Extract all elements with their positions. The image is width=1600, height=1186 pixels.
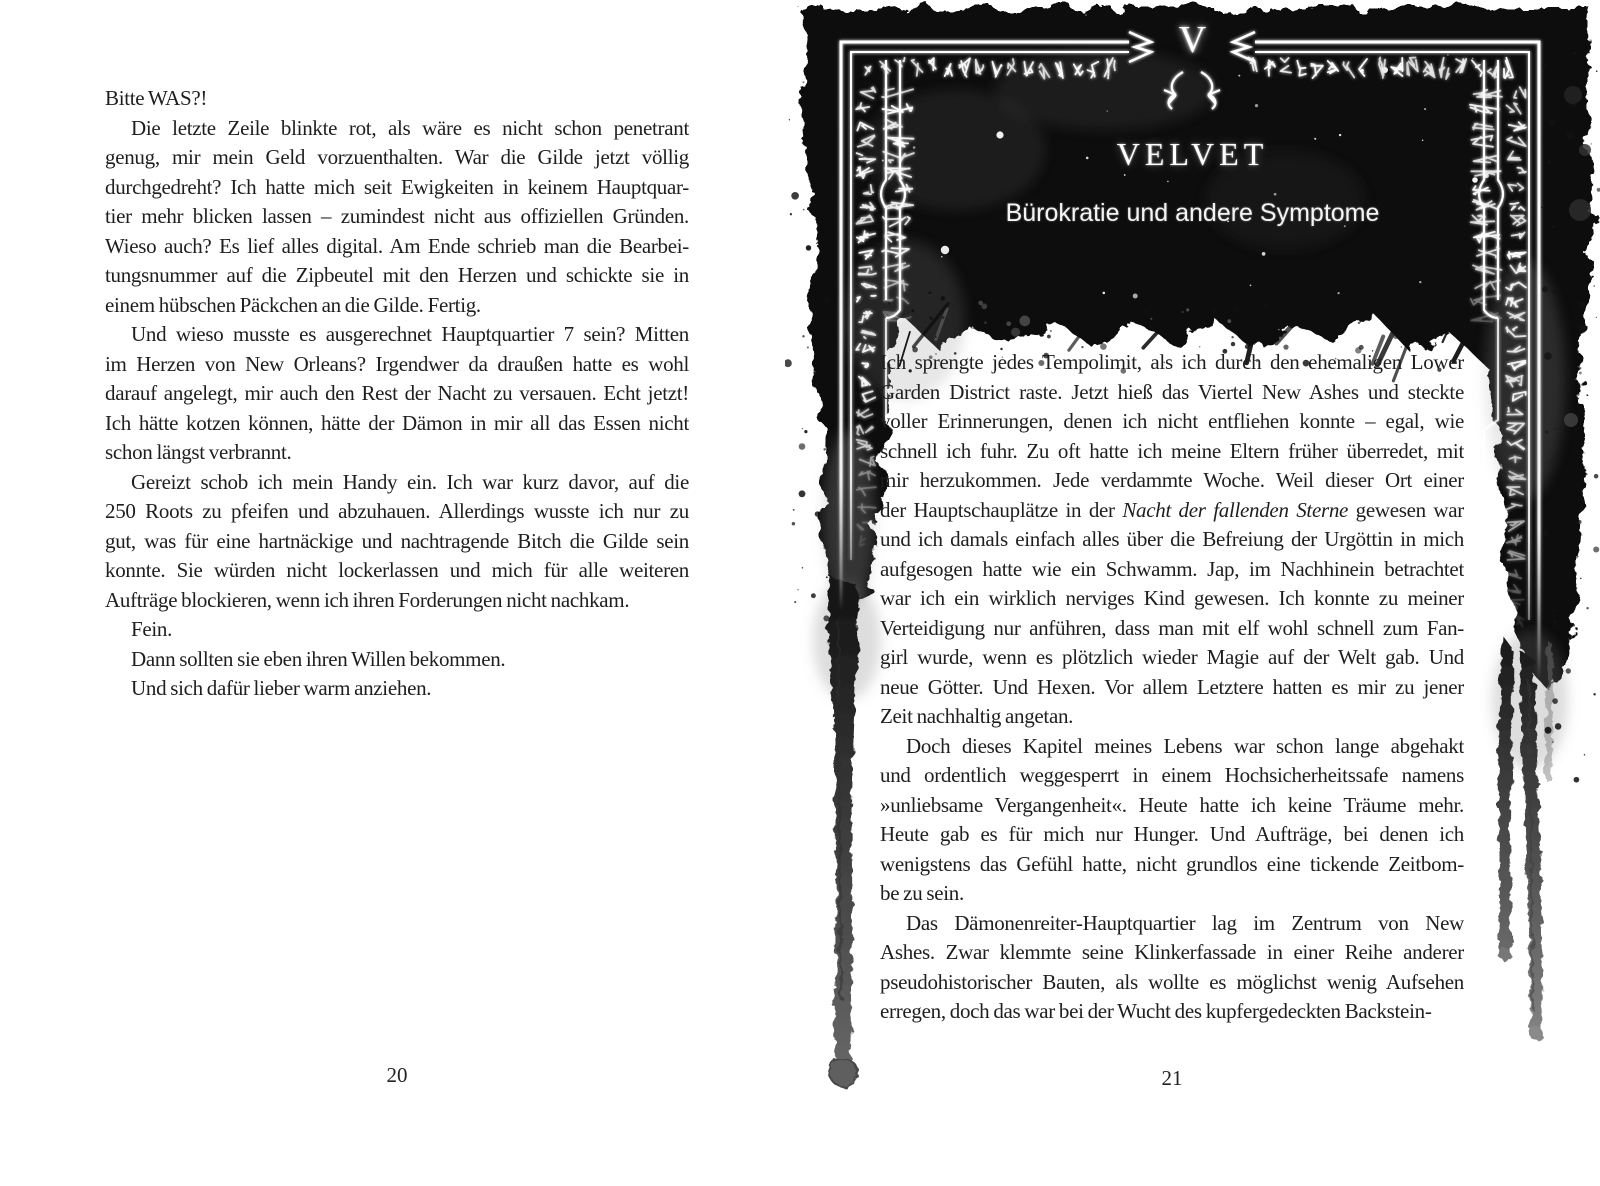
paragraph: [880, 909, 1464, 1027]
paragraph: [105, 320, 689, 468]
text-line: Dann sollten sie eben ihren Willen bekommen.: [131, 646, 506, 671]
paragraph: [105, 84, 689, 114]
text-line: Und sich dafür lieber warm anziehen.: [131, 676, 432, 700]
text-line: neue Götter. Und Hexen. Vor allem Letztere hatten es mir zu jener: [880, 674, 1464, 699]
text-line: Fein.: [131, 617, 173, 641]
text-line: Doch dieses Kapitel meines Lebens war schon lange abgehakt: [906, 733, 1464, 758]
right-page-text: [880, 348, 1464, 1027]
text-line: »unliebsame Vergangenheit«. Heute hatte ich keine Träume mehr.: [880, 792, 1464, 817]
paragraph: [105, 114, 689, 321]
text-segment: der Hauptschauplätze in der: [880, 497, 1123, 522]
text-line: Wieso auch? Es lief alles digital. Am Ende schrieb man die Bearbei-: [105, 233, 689, 258]
text-line: war ich ein wirklich nerviges Kind gewesen. Ich konnte zu meiner: [880, 586, 1464, 610]
text-line: Ich sprengte jedes Tempolimit, als ich durch den ehemaligen Lower: [880, 350, 1464, 374]
chapter-title: VELVET: [1116, 136, 1269, 172]
right-page: [785, 0, 1600, 1186]
text-line: Verteidigung nur anführen, dass man mit elf wohl schnell zum Fan-: [880, 615, 1464, 640]
text-line: [880, 496, 1464, 526]
text-line: schnell ich fuhr. Zu oft hatte ich meine Eltern früher überredet, mit: [880, 438, 1464, 463]
text-line: mir herzukommen. Jede verdammte Woche. Weil dieser Ort einer: [880, 468, 1464, 492]
text-line: darauf angelegt, mir auch den Rest der Nacht zu versauen. Echt jetzt!: [105, 381, 689, 405]
text-line: und ordentlich weggesperrt in einem Hochsicherheitssafe namens: [880, 763, 1464, 787]
text-line: erregen, doch das war bei der Wucht des kupfergedeckten Backstein-: [880, 999, 1432, 1023]
text-line: einem hübschen Päckchen an die Gilde. Fertig.: [105, 292, 481, 317]
text-line: voller Erinnerungen, denen ich nicht entfliehen konnte – egal, wie: [880, 409, 1464, 433]
text-line: Ich hätte kotzen können, hätte der Dämon in mir all das Essen nicht: [105, 410, 689, 435]
text-line: pseudohistorischer Bauten, als wollte es möglichst wenig Aufsehen: [880, 969, 1464, 994]
text-line: Heute gab es für mich nur Hunger. Und Aufträge, bei denen ich: [880, 822, 1464, 846]
text-line: Garden District raste. Jetzt hieß das Viertel New Ashes und steckte: [880, 379, 1464, 404]
text-segment: gewesen war: [1348, 497, 1464, 522]
text-line: Ashes. Zwar klemmte seine Klinkerfassade in einer Reihe anderer: [880, 940, 1464, 964]
chapter-number: V: [1178, 19, 1207, 61]
text-line: Zeit nachhaltig angetan.: [880, 704, 1074, 728]
text-line: und ich damals einfach alles über die Befreiung der Urgöttin in mich: [880, 527, 1464, 551]
text-line: genug, mir mein Geld vorzuenthalten. War die Gilde jetzt völlig: [105, 145, 689, 169]
text-line: Und wieso musste es ausgerechnet Hauptquartier 7 sein? Mitten: [131, 322, 689, 346]
paragraph: [105, 645, 689, 675]
chapter-subtitle: Bürokratie und andere Symptome: [1005, 199, 1380, 227]
text-line: Gereizt schob ich mein Handy ein. Ich war kurz davor, auf die: [131, 469, 689, 494]
text-line: be zu sein.: [880, 881, 964, 905]
left-page: [0, 0, 785, 1186]
paragraph: [105, 615, 689, 645]
text-line: schon längst verbrannt.: [105, 440, 292, 464]
text-line: tungsnummer auf die Zipbeutel mit den Herzen und schickte sie in: [105, 263, 689, 287]
left-page-text: [105, 84, 689, 704]
page-number-right: 21: [1161, 1066, 1183, 1090]
paragraph: [105, 674, 689, 704]
page-number-left: 20: [386, 1063, 408, 1087]
text-line: aufgesogen hatte wie ein Schwamm. Jap, im Nachhinein betrachtet: [880, 556, 1464, 581]
italic-text: Nacht der fallenden Sterne: [1122, 497, 1349, 522]
paragraph: [105, 468, 689, 616]
text-line: wenigstens das Gefühl hatte, nicht grundlos eine tickende Zeitbom-: [880, 851, 1464, 876]
text-line: konnte. Sie würden nicht lockerlassen und mich für alle weiteren: [105, 558, 689, 582]
text-line: Bitte WAS?!: [105, 86, 208, 110]
paragraph: [880, 348, 1464, 732]
text-line: durchgedreht? Ich hatte mich seit Ewigkeiten in keinem Hauptquar-: [105, 174, 689, 199]
text-line: gut, was für eine hartnäckige und nachtragende Bitch die Gilde sein: [105, 528, 689, 553]
text-line: tier mehr blicken lassen – zumindest nicht aus offiziellen Gründen.: [105, 204, 689, 228]
text-line: girl wurde, wenn es plötzlich wieder Magie auf der Welt gab. Und: [880, 645, 1464, 669]
text-line: Das Dämonenreiter-Hauptquartier lag im Zentrum von New: [906, 910, 1464, 935]
text-line: im Herzen von New Orleans? Irgendwer da draußen hatte es wohl: [105, 351, 689, 376]
paragraph: [880, 732, 1464, 909]
text-line: Aufträge blockieren, wenn ich ihren Forderungen nicht nachkam.: [105, 587, 630, 612]
text-line: Die letzte Zeile blinkte rot, als wäre es nicht schon penetrant: [131, 115, 689, 140]
text-line: 250 Roots zu pfeifen und abzuhauen. Allerdings wusste ich nur zu: [105, 499, 689, 523]
